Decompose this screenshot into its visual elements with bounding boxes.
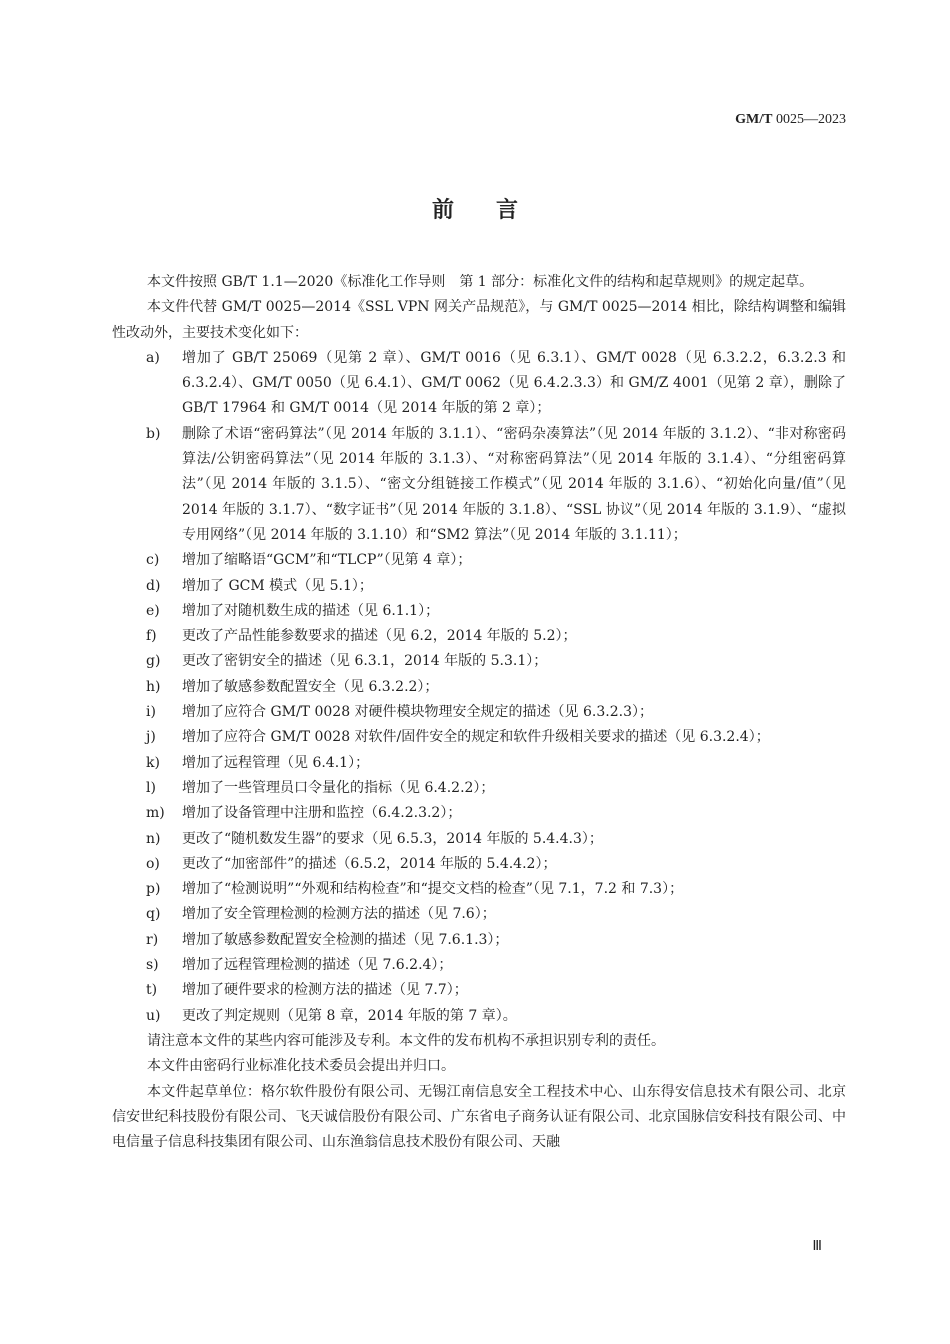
- list-item-text: 更改了产品性能参数要求的描述（见 6.2，2014 年版的 5.2）；: [182, 628, 577, 645]
- page-number: Ⅲ: [812, 1239, 822, 1254]
- list-item-text: 增加了 GCM 模式（见 5.1）；: [182, 577, 373, 594]
- list-item-label: o): [146, 855, 160, 872]
- list-item-text: 增加了远程管理检测的描述（见 7.6.2.4）；: [182, 957, 453, 974]
- list-item-text: 增加了对随机数生成的描述（见 6.1.1）；: [182, 602, 440, 619]
- list-item-text: 增加了缩略语“GCM”和“TLCP”（见第 4 章）；: [182, 552, 472, 569]
- list-item-text: 增加了硬件要求的检测方法的描述（见 7.7）；: [182, 982, 468, 999]
- document-body: [112, 270, 846, 1155]
- list-item-label: e): [146, 602, 160, 619]
- list-item-label: h): [146, 678, 161, 695]
- list-item-text: 增加了应符合 GM/T 0028 对软件/固件安全的规定和软件升级相关要求的描述（见 6.3.2.4）；: [182, 729, 770, 746]
- document-code-prefix: GM/T: [735, 112, 773, 127]
- list-item-label: g): [146, 653, 161, 670]
- list-item: [112, 725, 846, 750]
- list-item: [112, 978, 846, 1003]
- list-item-text: 增加了安全管理检测的检测方法的描述（见 7.6）；: [182, 906, 496, 923]
- list-item: [112, 346, 846, 422]
- list-item: [112, 675, 846, 700]
- list-item: [112, 801, 846, 826]
- list-item-label: m): [146, 805, 165, 822]
- list-item-text: 增加了设备管理中注册和监控（6.4.2.3.2）；: [182, 805, 462, 822]
- list-item-label: j): [146, 729, 156, 746]
- paragraph: 本文件起草单位：格尔软件股份有限公司、无锡江南信息安全工程技术中心、山东得安信息技术有限公司、北京信安世纪科技股份有限公司、飞天诚信股份有限公司、广东省电子商务认证有限公司、北京国脉信安科技有限公司、中电信量子信息科技集团有限公司、山东渔翁信息技术股份有限公司、天融: [112, 1083, 846, 1151]
- paragraph: 本文件由密码行业标准化技术委员会提出并归口。: [147, 1058, 455, 1075]
- list-item-label: d): [146, 577, 161, 594]
- list-item-label: t): [146, 982, 158, 999]
- list-item: [112, 827, 846, 852]
- list-item-text: 增加了 GB/T 25069（见第 2 章）、GM/T 0016（见 6.3.1）、GM/T 0028（见 6.3.2.2，6.3.2.3 和 6.3.2.4）、GM/T 0050（见 6.4.1）、GM/T 0062（见 6.4.2.3.3）和 GM/Z 4001（见第 2 章），删除了 GB/T 17964 和 GM/T 0014（见 2014 年版的第 2 章）；: [182, 349, 846, 417]
- list-item-label: i): [146, 704, 156, 721]
- list-item: [112, 776, 846, 801]
- list-item-label: p): [146, 881, 161, 898]
- list-item-text: 更改了判定规则（见第 8 章，2014 年版的第 7 章）。: [182, 1007, 517, 1024]
- list-item: [112, 877, 846, 902]
- list-item: [112, 422, 846, 548]
- list-item-text: 删除了术语“密码算法”（见 2014 年版的 3.1.1）、“密码杂凑算法”（见 2014 年版的 3.1.2）、“非对称密码算法/公钥密码算法”（见 2014 年版的 3.1.3）、“对称密码算法”（见 2014 年版的 3.1.4）、“分组密码算法”（见 2014 年版的 3.1.5）、“密文分组链接工作模式”（见 2014 年版的 3.1.6）、“初始化向量/值”（见 2014 年版的 3.1.7）、“数字证书”（见 2014 年版的 3.1.8）、“SSL 协议”（见 2014 年版的 3.1.9）、“虚拟专用网络”（见 2014 年版的 3.1.10）和“SM2 算法”（见 2014 年版的 3.1.11）；: [182, 425, 846, 543]
- list-item-text: 增加了应符合 GM/T 0028 对硬件模块物理安全规定的描述（见 6.3.2.3）；: [182, 704, 653, 721]
- list-item-label: k): [146, 754, 160, 771]
- list-item-text: 更改了“加密部件”的描述（6.5.2，2014 年版的 5.4.4.2）；: [182, 855, 557, 872]
- list-item: [112, 751, 846, 776]
- document-code: [735, 112, 846, 128]
- list-item: [112, 649, 846, 674]
- list-item: [112, 599, 846, 624]
- list-item: [112, 953, 846, 978]
- list-item-text: 增加了“检测说明”“外观和结构检查”和“提交文档的检查”（见 7.1，7.2 和 7.3）；: [182, 881, 684, 898]
- change-list: [112, 346, 846, 1029]
- list-item-label: a): [146, 349, 160, 366]
- list-item: [112, 1004, 846, 1029]
- list-item: [112, 548, 846, 573]
- list-item-label: n): [146, 830, 161, 847]
- paragraph: 本文件代替 GM/T 0025—2014《SSL VPN 网关产品规范》，与 GM/T 0025—2014 相比，除结构调整和编辑性改动外，主要技术变化如下：: [112, 299, 846, 341]
- list-item-text: 增加了敏感参数配置安全检测的描述（见 7.6.1.3）；: [182, 931, 509, 948]
- document-code-number: 0025—2023: [772, 112, 846, 127]
- list-item-label: u): [146, 1007, 161, 1024]
- list-item-label: f): [146, 628, 157, 645]
- list-item-text: 更改了“随机数发生器”的要求（见 6.5.3，2014 年版的 5.4.4.3）；: [182, 830, 603, 847]
- list-item-text: 增加了敏感参数配置安全（见 6.3.2.2）；: [182, 678, 439, 695]
- list-item-text: 更改了密钥安全的描述（见 6.3.1，2014 年版的 5.3.1）；: [182, 653, 548, 670]
- list-item-label: c): [146, 552, 160, 569]
- list-item-label: b): [146, 425, 161, 442]
- list-item: [112, 624, 846, 649]
- list-item: [112, 700, 846, 725]
- paragraph: 请注意本文件的某些内容可能涉及专利。本文件的发布机构不承担识别专利的责任。: [147, 1032, 665, 1049]
- list-item: [112, 902, 846, 927]
- list-item-label: q): [146, 906, 161, 923]
- list-item: [112, 574, 846, 599]
- list-item-text: 增加了一些管理员口令量化的指标（见 6.4.2.2）；: [182, 779, 495, 796]
- list-item: [112, 928, 846, 953]
- list-item-text: 增加了远程管理（见 6.4.1）；: [182, 754, 370, 771]
- list-item-label: r): [146, 931, 159, 948]
- list-item: [112, 852, 846, 877]
- page-title: 前言: [431, 197, 560, 223]
- list-item-label: s): [146, 957, 159, 974]
- list-item-label: l): [146, 779, 156, 796]
- paragraph: 本文件按照 GB/T 1.1—2020《标准化工作导则 第 1 部分：标准化文件的结构和起草规则》的规定起草。: [147, 274, 814, 290]
